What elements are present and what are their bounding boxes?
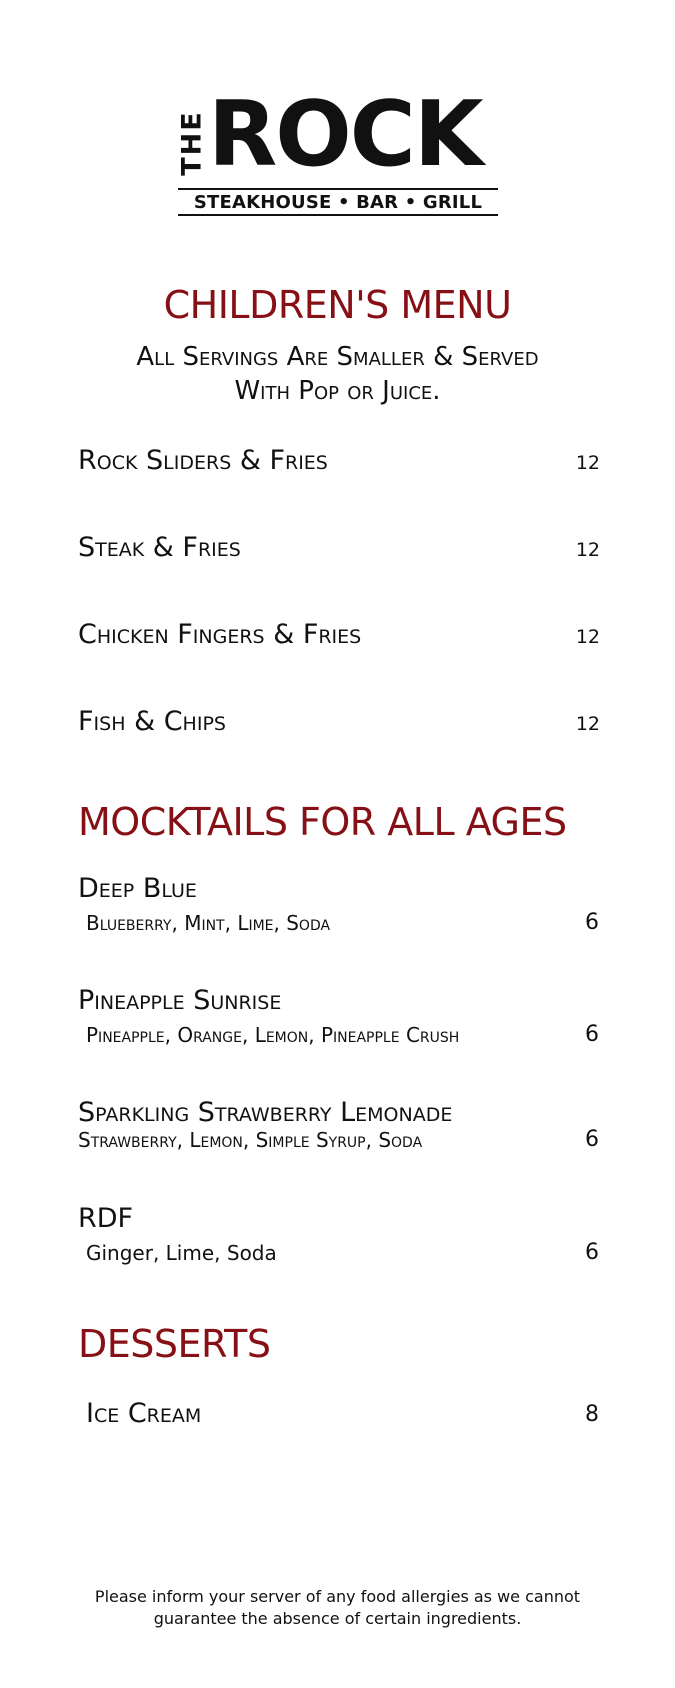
mocktail-description: Strawberry, Lemon, Simple Syrup, Soda bbox=[78, 1128, 423, 1152]
menu-item-price: 12 bbox=[575, 713, 600, 735]
mocktail-price: 6 bbox=[585, 1127, 599, 1152]
menu-item-name: Fish & Chips bbox=[78, 706, 226, 737]
logo-rule-top bbox=[178, 188, 498, 190]
mocktail-price: 6 bbox=[585, 1022, 599, 1047]
mocktails-title: MOCKTAILS FOR ALL AGES bbox=[78, 800, 567, 844]
childrens-menu-title: CHILDREN'S MENU bbox=[163, 283, 512, 327]
mocktail-description: Ginger, Lime, Soda bbox=[86, 1241, 277, 1265]
mocktail-price: 6 bbox=[585, 910, 599, 935]
mocktail-description: Pineapple, Orange, Lemon, Pineapple Crush bbox=[86, 1023, 460, 1047]
dessert-name: Ice Cream bbox=[86, 1398, 202, 1429]
menu-item-price: 12 bbox=[575, 452, 600, 474]
mocktail-price: 6 bbox=[585, 1240, 599, 1265]
menu-item-name: Steak & Fries bbox=[78, 532, 241, 563]
menu-item-price: 12 bbox=[575, 539, 600, 561]
mocktail-description: Blueberry, Mint, Lime, Soda bbox=[86, 911, 331, 935]
logo-rock: ROCK bbox=[208, 82, 482, 187]
logo-rule-bottom bbox=[178, 214, 498, 216]
menu-item-name: Rock Sliders & Fries bbox=[78, 445, 328, 476]
mocktail-name: Sparkling Strawberry Lemonade bbox=[78, 1097, 453, 1128]
allergy-disclaimer bbox=[0, 1586, 675, 1630]
menu-item-name: Chicken Fingers & Fries bbox=[78, 619, 362, 650]
restaurant-logo bbox=[176, 82, 498, 216]
mocktail-name: Deep Blue bbox=[78, 873, 197, 904]
childrens-menu-subtitle bbox=[0, 340, 675, 408]
mocktail-name: RDF bbox=[78, 1203, 134, 1234]
subtitle-line-2: With Pop or Juice. bbox=[234, 376, 441, 406]
desserts-title: DESSERTS bbox=[78, 1322, 271, 1366]
logo-tagline: STEAKHOUSE • BAR • GRILL bbox=[193, 192, 483, 213]
subtitle-line-1: All Servings Are Smaller & Served bbox=[136, 342, 539, 372]
mocktail-name: Pineapple Sunrise bbox=[78, 985, 282, 1016]
dessert-price: 8 bbox=[585, 1402, 599, 1427]
disclaimer-line-2: guarantee the absence of certain ingredients. bbox=[153, 1609, 522, 1628]
logo-the: THE bbox=[176, 110, 208, 176]
disclaimer-line-1: Please inform your server of any food allergies as we cannot bbox=[94, 1587, 581, 1606]
menu-item-price: 12 bbox=[575, 626, 600, 648]
